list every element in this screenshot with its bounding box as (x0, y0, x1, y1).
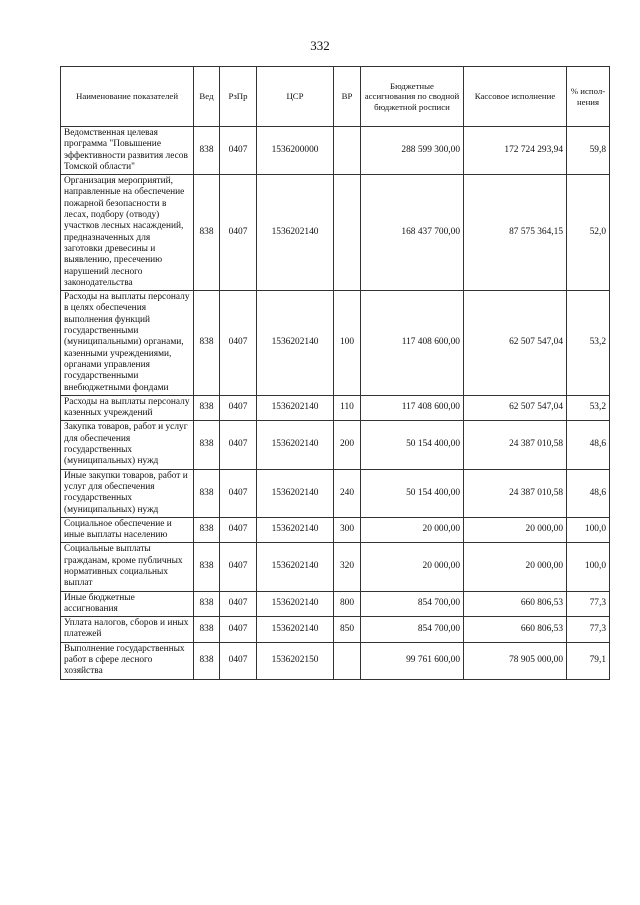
row-ved: 838 (194, 642, 220, 679)
row-budget: 50 154 400,00 (361, 469, 464, 517)
row-csr: 1536200000 (257, 127, 334, 175)
table-row (61, 543, 610, 591)
row-cash: 172 724 293,94 (464, 127, 567, 175)
header-budget: Бюджетные ассигнования по сводной бюджетной росписи (361, 67, 464, 127)
row-pct: 53,2 (567, 395, 610, 421)
row-pct: 59,8 (567, 127, 610, 175)
row-cash: 24 387 010,58 (464, 469, 567, 517)
table-row (61, 175, 610, 291)
row-name: Расходы на выплаты персоналу в целях обеспечения выполнения функций государственными (муниципальными) органами, казенными учреждениями, органами управления государственными внебюджетными фондами (61, 291, 194, 396)
row-budget: 288 599 300,00 (361, 127, 464, 175)
row-name: Ведомственная целевая программа "Повышение эффективности развития лесов Томской области" (61, 127, 194, 175)
row-name: Выполнение государственных работ в сфере лесного хозяйства (61, 642, 194, 679)
row-budget: 117 408 600,00 (361, 291, 464, 396)
row-cash: 62 507 547,04 (464, 291, 567, 396)
row-vr (334, 127, 361, 175)
row-name: Социальное обеспечение и иные выплаты населению (61, 517, 194, 543)
row-budget: 854 700,00 (361, 591, 464, 617)
row-budget: 20 000,00 (361, 543, 464, 591)
row-vr: 100 (334, 291, 361, 396)
row-pct: 79,1 (567, 642, 610, 679)
row-ved: 838 (194, 127, 220, 175)
row-csr: 1536202140 (257, 395, 334, 421)
row-name: Иные закупки товаров, работ и услуг для обеспечения государственных (муниципальных) нужд (61, 469, 194, 517)
row-ved: 838 (194, 469, 220, 517)
table-header-row (61, 67, 610, 127)
row-csr: 1536202150 (257, 642, 334, 679)
table-row (61, 421, 610, 469)
row-cash: 20 000,00 (464, 543, 567, 591)
row-name: Организация мероприятий, направленные на обеспечение пожарной безопасности в лесах, подбору (отводу) участков лесных насаждений, предназначенных для заготовки древесины и выявлению, пресечению нарушений лесного законодательства (61, 175, 194, 291)
table-row (61, 642, 610, 679)
row-ved: 838 (194, 543, 220, 591)
row-budget: 117 408 600,00 (361, 395, 464, 421)
row-pct: 52,0 (567, 175, 610, 291)
row-vr: 110 (334, 395, 361, 421)
header-pct: % испол-нения (567, 67, 610, 127)
row-pct: 77,3 (567, 591, 610, 617)
row-csr: 1536202140 (257, 291, 334, 396)
table-row (61, 591, 610, 617)
row-budget: 168 437 700,00 (361, 175, 464, 291)
table-row (61, 395, 610, 421)
row-name: Уплата налогов, сборов и иных платежей (61, 617, 194, 643)
row-csr: 1536202140 (257, 591, 334, 617)
row-ved: 838 (194, 591, 220, 617)
row-rzpr: 0407 (220, 395, 257, 421)
row-vr (334, 175, 361, 291)
row-rzpr: 0407 (220, 421, 257, 469)
row-csr: 1536202140 (257, 469, 334, 517)
row-name: Закупка товаров, работ и услуг для обеспечения государственных (муниципальных) нужд (61, 421, 194, 469)
row-csr: 1536202140 (257, 175, 334, 291)
row-ved: 838 (194, 175, 220, 291)
table-row (61, 469, 610, 517)
header-cash: Кассовое исполнение (464, 67, 567, 127)
row-pct: 77,3 (567, 617, 610, 643)
page-number: 332 (310, 38, 330, 53)
header-name: Наименование показателей (61, 67, 194, 127)
row-ved: 838 (194, 395, 220, 421)
row-budget: 50 154 400,00 (361, 421, 464, 469)
row-cash: 20 000,00 (464, 517, 567, 543)
row-budget: 99 761 600,00 (361, 642, 464, 679)
row-rzpr: 0407 (220, 175, 257, 291)
row-rzpr: 0407 (220, 617, 257, 643)
row-ved: 838 (194, 291, 220, 396)
header-rzpr: РзПр (220, 67, 257, 127)
budget-report-table (60, 66, 610, 680)
row-pct: 48,6 (567, 421, 610, 469)
row-cash: 660 806,53 (464, 591, 567, 617)
table-row (61, 617, 610, 643)
row-rzpr: 0407 (220, 642, 257, 679)
row-vr: 320 (334, 543, 361, 591)
row-rzpr: 0407 (220, 469, 257, 517)
header-vr: ВР (334, 67, 361, 127)
row-name: Социальные выплаты гражданам, кроме публичных нормативных социальных выплат (61, 543, 194, 591)
table-row (61, 291, 610, 396)
row-csr: 1536202140 (257, 421, 334, 469)
row-cash: 62 507 547,04 (464, 395, 567, 421)
table-row (61, 127, 610, 175)
row-rzpr: 0407 (220, 591, 257, 617)
row-vr (334, 642, 361, 679)
row-pct: 53,2 (567, 291, 610, 396)
row-pct: 100,0 (567, 543, 610, 591)
row-pct: 100,0 (567, 517, 610, 543)
row-rzpr: 0407 (220, 543, 257, 591)
row-vr: 200 (334, 421, 361, 469)
row-vr: 800 (334, 591, 361, 617)
row-cash: 24 387 010,58 (464, 421, 567, 469)
row-vr: 300 (334, 517, 361, 543)
row-name: Расходы на выплаты персоналу казенных учреждений (61, 395, 194, 421)
row-csr: 1536202140 (257, 617, 334, 643)
row-rzpr: 0407 (220, 127, 257, 175)
row-cash: 660 806,53 (464, 617, 567, 643)
row-vr: 240 (334, 469, 361, 517)
row-rzpr: 0407 (220, 291, 257, 396)
row-rzpr: 0407 (220, 517, 257, 543)
row-ved: 838 (194, 421, 220, 469)
row-pct: 48,6 (567, 469, 610, 517)
row-budget: 854 700,00 (361, 617, 464, 643)
row-vr: 850 (334, 617, 361, 643)
row-csr: 1536202140 (257, 543, 334, 591)
row-ved: 838 (194, 617, 220, 643)
row-cash: 87 575 364,15 (464, 175, 567, 291)
table-row (61, 517, 610, 543)
row-ved: 838 (194, 517, 220, 543)
row-csr: 1536202140 (257, 517, 334, 543)
header-ved: Вед (194, 67, 220, 127)
header-csr: ЦСР (257, 67, 334, 127)
row-cash: 78 905 000,00 (464, 642, 567, 679)
row-name: Иные бюджетные ассигнования (61, 591, 194, 617)
row-budget: 20 000,00 (361, 517, 464, 543)
